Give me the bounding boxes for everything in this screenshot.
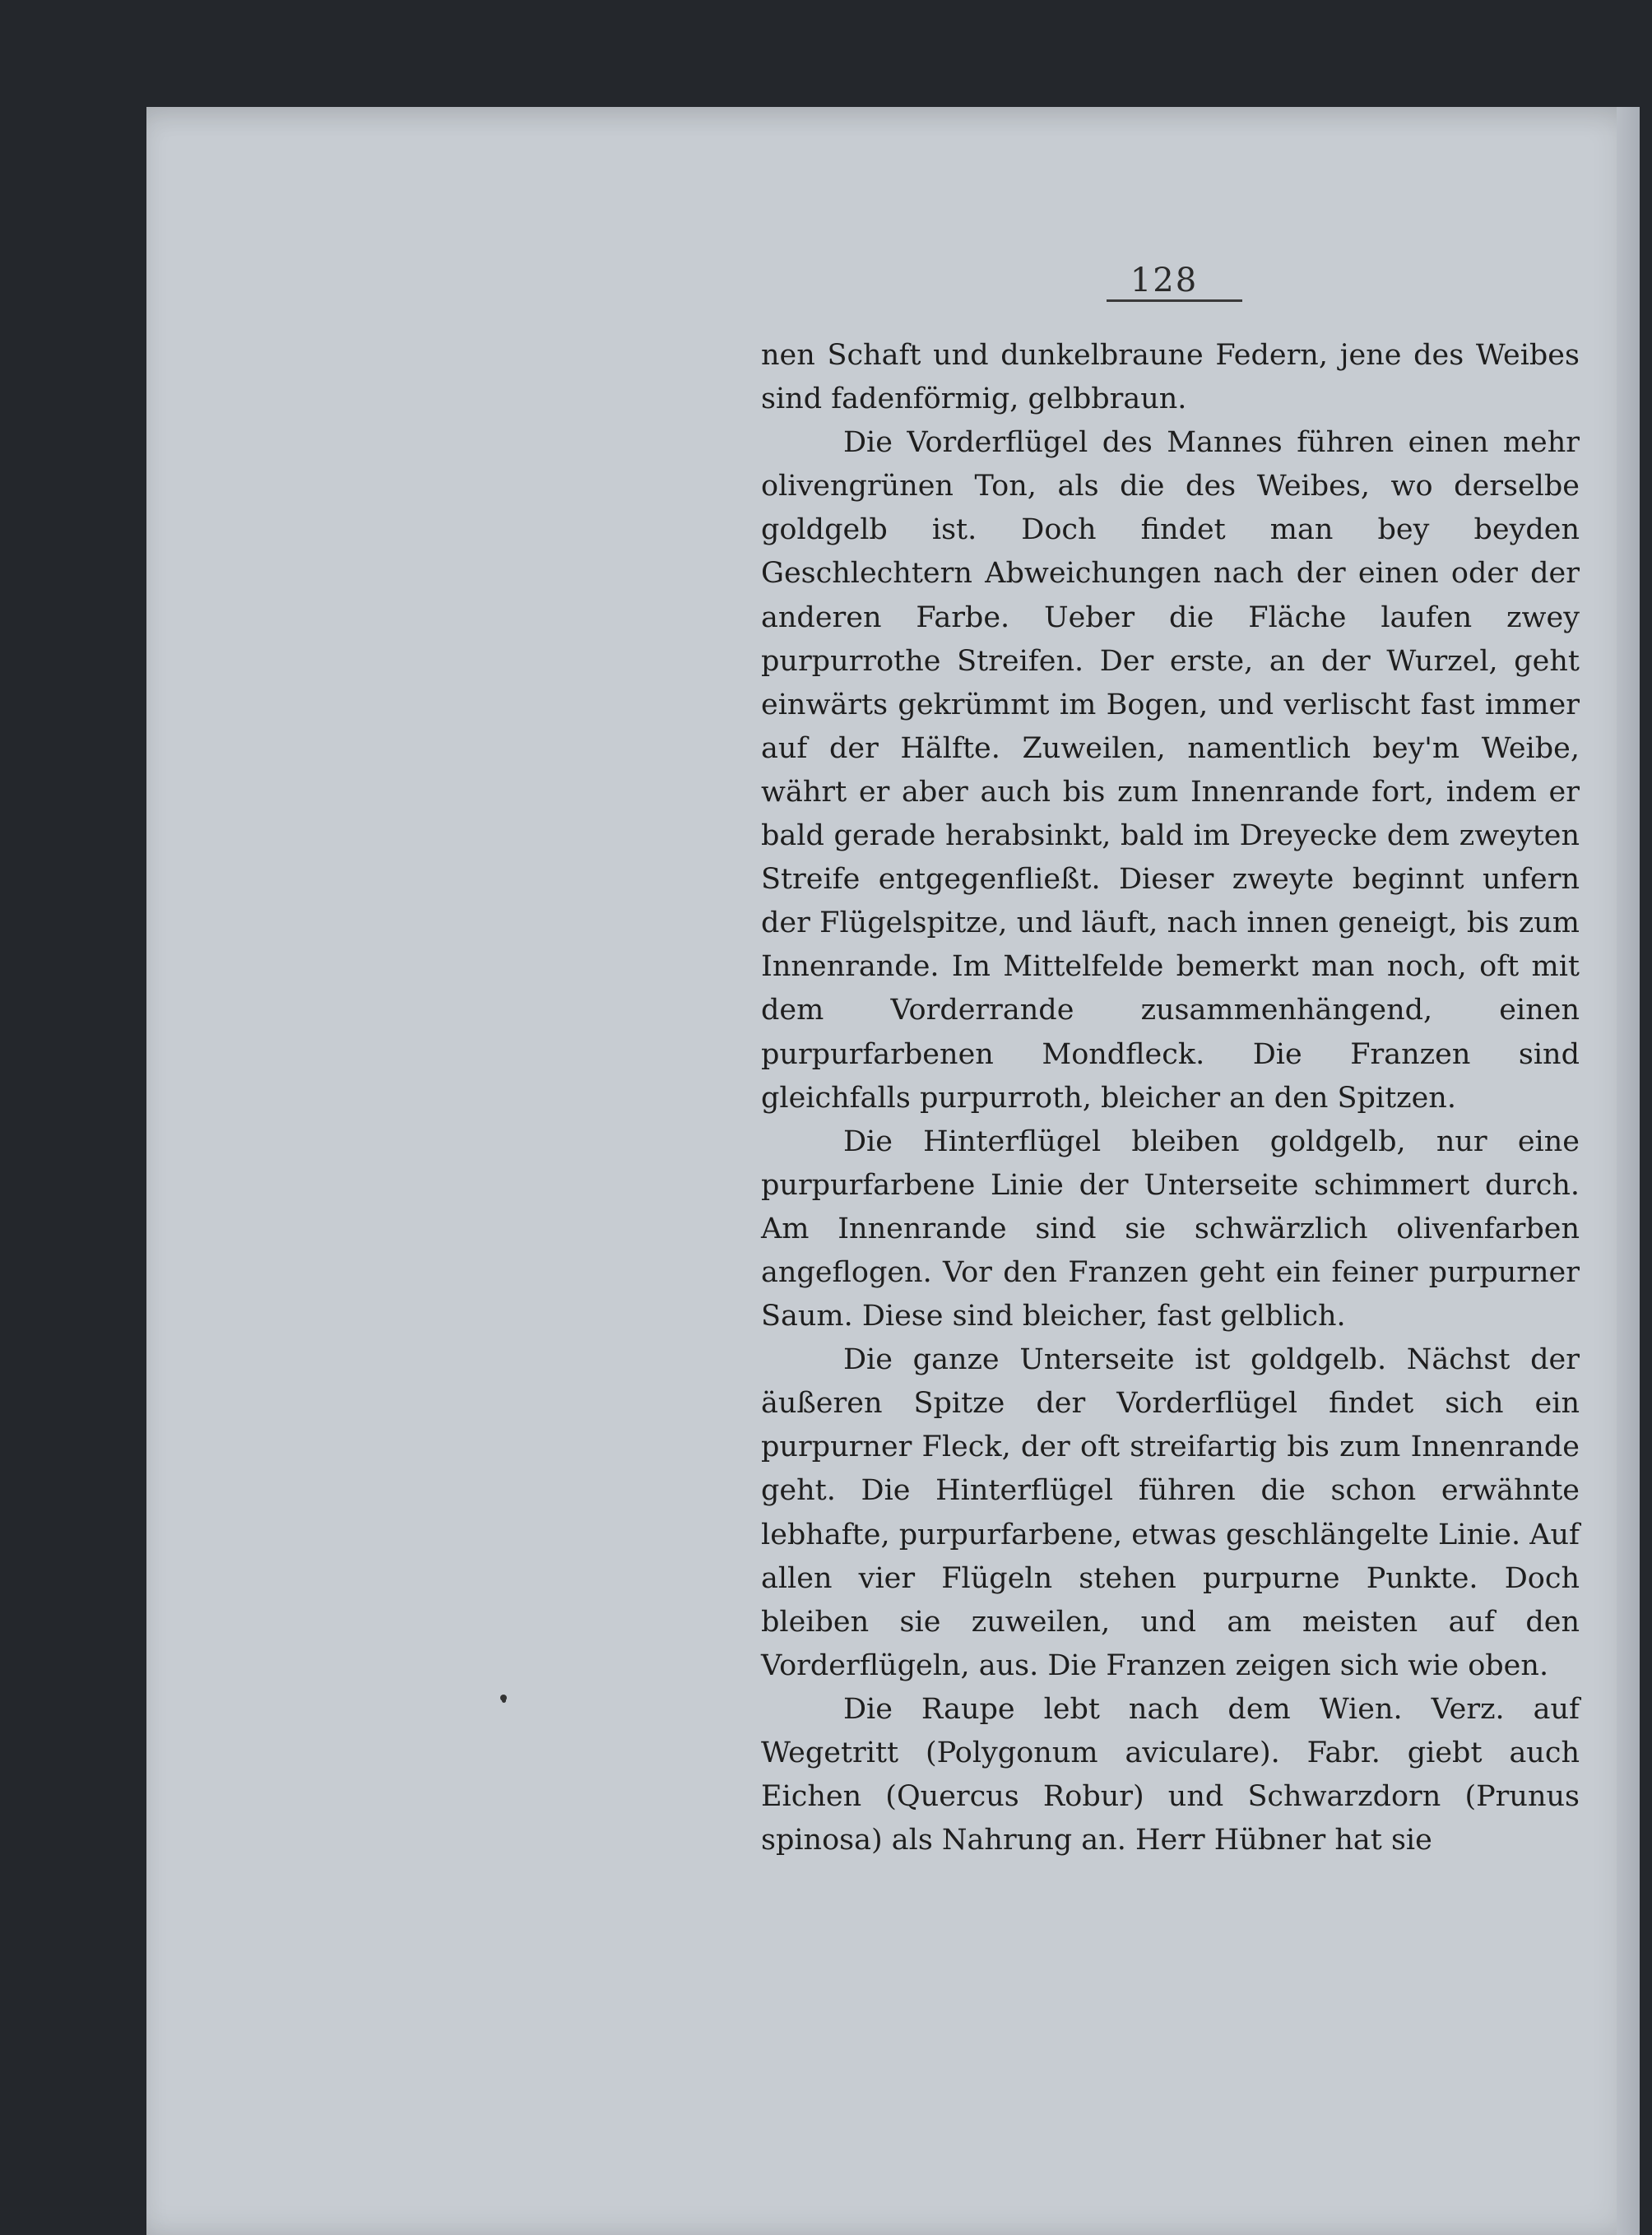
page-number-rule xyxy=(1107,299,1242,302)
page-number: 128 xyxy=(1130,262,1199,299)
paragraph: Die Hinterflügel bleiben goldgelb, nur eine purpurfarbene Linie der Unterseite schimmert durch. Am Innenrande sind sie schwärzlich olivenfarben angeflogen. Vor den Franzen geht ein feiner purpurner Saum. Diese sind bleicher, fast gelblich. xyxy=(761,1124,1580,1333)
paragraph: Die Vorderflügel des Mannes führen einen mehr olivengrünen Ton, als die des Weibes, wo derselbe goldgelb ist. Doch findet man bey beyden Geschlechtern Abweichungen nach der einen oder der anderen Farbe. Ueber die Fläche laufen zwey purpurrothe Streifen. Der erste, an der Wurzel, geht einwärts gekrümmt im Bogen, und verlischt fast immer auf der Hälfte. Zuweilen, namentlich bey'm Weibe, währt er aber auch bis zum Innenrande fort, indem er bald gerade herabsinkt, bald im Dreyecke dem zweyten Streife entgegenfließt. Dieser zweyte beginnt unfern der Flügelspitze, und läuft, nach innen geneigt, bis zum Innenrande. Im Mittelfelde bemerkt man noch, oft mit dem Vorderrande zusammenhängend, einen purpurfarbenen Mondfleck. Die Franzen sind gleichfalls purpurroth, bleicher an den Spitzen. xyxy=(761,426,1580,1115)
page-edge xyxy=(1617,107,1640,2235)
paragraph: nen Schaft und dunkelbraune Federn, jene des Weibes sind fadenförmig, gelbbraun. xyxy=(761,339,1580,416)
ink-speck xyxy=(502,1699,506,1703)
paragraph: Die Raupe lebt nach dem Wien. Verz. auf Wegetritt (Polygonum aviculare). Fabr. giebt auch Eichen (Quercus Robur) und Schwarzdorn (Prunus spinosa) als Nahrung an. Herr Hübner hat sie xyxy=(761,1692,1580,1857)
body-text xyxy=(761,334,1580,1862)
paragraph: Die ganze Unterseite ist goldgelb. Nächst der äußeren Spitze der Vorderflügel findet sich ein purpurner Fleck, der oft streifartig bis zum Innenrande geht. Die Hinterflügel führen die schon erwähnte lebhafte, purpurfarbene, etwas geschlängelte Linie. Auf allen vier Flügeln stehen purpurne Punkte. Doch bleiben sie zuweilen, und am meisten auf den Vorderflügeln, aus. Die Franzen zeigen sich wie oben. xyxy=(761,1343,1580,1682)
